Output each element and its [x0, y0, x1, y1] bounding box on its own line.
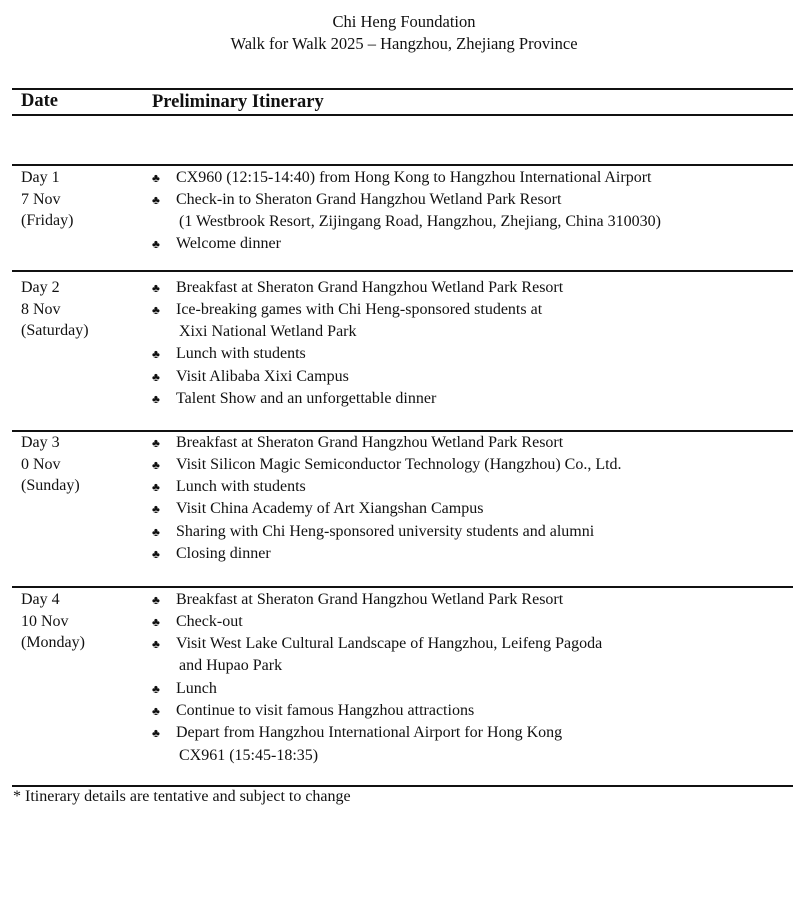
item-text: Lunch: [176, 679, 217, 697]
day-date: 7 Nov: [21, 190, 61, 208]
item-text-continuation: (1 Westbrook Resort, Zijingang Road, Hangzhou, Zhejiang, China 310030): [179, 213, 661, 231]
club-bullet-icon: ♣: [152, 703, 160, 718]
item-text: Sharing with Chi Heng-sponsored university students and alumni: [176, 522, 595, 540]
column-header-date: Date: [21, 91, 58, 111]
item-text-continuation: and Hupao Park: [179, 657, 283, 675]
item-text: Closing dinner: [176, 544, 271, 562]
item-text: Visit China Academy of Art Xiangshan Campus: [176, 500, 484, 518]
item-text: Continue to visit famous Hangzhou attractions: [176, 701, 475, 719]
day-day: Day 3: [21, 434, 60, 451]
day-date: 8 Nov: [21, 300, 61, 318]
item-text: Depart from Hangzhou International Airport for Hong Kong: [176, 724, 563, 742]
day-weekday: (Friday): [21, 212, 74, 229]
club-bullet-icon: ♣: [152, 592, 160, 607]
club-bullet-icon: ♣: [152, 524, 160, 539]
item-text: Lunch with students: [176, 345, 306, 363]
item-text: Talent Show and an unforgettable dinner: [176, 389, 437, 407]
column-header-itinerary: Preliminary Itinerary: [152, 92, 324, 112]
item-text: Visit Alibaba Xixi Campus: [176, 367, 349, 385]
club-bullet-icon: ♣: [152, 681, 160, 696]
day-1-itinerary-cell: [152, 167, 661, 256]
club-bullet-icon: ♣: [152, 347, 160, 362]
table-top-rule: [12, 88, 793, 90]
row-rule: [12, 586, 793, 588]
itinerary-item: [152, 454, 622, 476]
item-text: Check-out: [176, 612, 243, 630]
club-bullet-icon: ♣: [152, 302, 160, 317]
itinerary-item: [152, 700, 602, 722]
itinerary-item: [152, 388, 563, 410]
itinerary-item: [152, 432, 622, 454]
itinerary-item: [152, 277, 563, 299]
document-title: [0, 11, 808, 54]
club-bullet-icon: ♣: [152, 614, 160, 629]
day-day: Day 1: [21, 169, 60, 186]
item-text-continuation: CX961 (15:45-18:35): [179, 746, 319, 764]
day-3-itinerary-cell: [152, 432, 622, 566]
day-4-itinerary-cell: [152, 589, 602, 767]
club-bullet-icon: ♣: [152, 637, 160, 652]
itinerary-item: [152, 611, 602, 633]
club-bullet-icon: ♣: [152, 237, 160, 252]
itinerary-item: [152, 633, 602, 678]
day-weekday: (Monday): [21, 634, 85, 651]
item-text: Visit Silicon Magic Semiconductor Technology (Hangzhou) Co., Ltd.: [176, 455, 622, 473]
itinerary-item: [152, 589, 602, 611]
day-day: Day 2: [21, 279, 60, 296]
day-weekday: (Sunday): [21, 477, 80, 494]
day-2-date-cell: [21, 277, 89, 342]
day-weekday: (Saturday): [21, 322, 89, 339]
itinerary-item: [152, 233, 661, 255]
item-text: Ice-breaking games with Chi Heng-sponsored students at: [176, 300, 543, 318]
itinerary-item: [152, 543, 622, 565]
itinerary-item: [152, 366, 563, 388]
club-bullet-icon: ♣: [152, 546, 160, 561]
club-bullet-icon: ♣: [152, 726, 160, 741]
day-date: 10 Nov: [21, 612, 69, 630]
club-bullet-icon: ♣: [152, 502, 160, 517]
itinerary-item: [152, 498, 622, 520]
item-text-continuation: Xixi National Wetland Park: [179, 323, 357, 341]
day-4-date-cell: [21, 589, 85, 654]
item-text: Breakfast at Sheraton Grand Hangzhou Wetland Park Resort: [176, 278, 564, 296]
row-rule: [12, 164, 793, 166]
itinerary-item: [152, 521, 622, 543]
row-rule: [12, 270, 793, 272]
club-bullet-icon: ♣: [152, 480, 160, 495]
itinerary-item: [152, 299, 563, 344]
day-3-date-cell: [21, 432, 80, 497]
club-bullet-icon: ♣: [152, 435, 160, 450]
day-day: Day 4: [21, 591, 60, 608]
club-bullet-icon: ♣: [152, 170, 160, 185]
event-title: Walk for Walk 2025 – Hangzhou, Zhejiang Province: [230, 33, 578, 53]
item-text: CX960 (12:15-14:40) from Hong Kong to Hangzhou International Airport: [176, 168, 652, 186]
item-text: Breakfast at Sheraton Grand Hangzhou Wetland Park Resort: [176, 590, 564, 608]
item-text: Visit West Lake Cultural Landscape of Hangzhou, Leifeng Pagoda: [176, 635, 603, 653]
item-text: Check-in to Sheraton Grand Hangzhou Wetland Park Resort: [176, 190, 562, 208]
day-2-itinerary-cell: [152, 277, 563, 411]
itinerary-item: [152, 343, 563, 365]
footnote: * Itinerary details are tentative and subject to change: [13, 788, 351, 805]
itinerary-item: [152, 678, 602, 700]
club-bullet-icon: ♣: [152, 192, 160, 207]
itinerary-item: [152, 476, 622, 498]
day-date: 0 Nov: [21, 455, 61, 473]
org-name: Chi Heng Foundation: [332, 12, 476, 31]
item-text: Welcome dinner: [176, 235, 281, 253]
item-text: Breakfast at Sheraton Grand Hangzhou Wetland Park Resort: [176, 433, 564, 451]
day-1-date-cell: [21, 167, 73, 232]
itinerary-item: [152, 189, 661, 234]
item-text: Lunch with students: [176, 478, 306, 496]
itinerary-item: [152, 722, 602, 767]
club-bullet-icon: ♣: [152, 369, 160, 384]
club-bullet-icon: ♣: [152, 457, 160, 472]
club-bullet-icon: ♣: [152, 391, 160, 406]
header-rule: [12, 114, 793, 116]
club-bullet-icon: ♣: [152, 280, 160, 295]
itinerary-item: [152, 167, 661, 189]
